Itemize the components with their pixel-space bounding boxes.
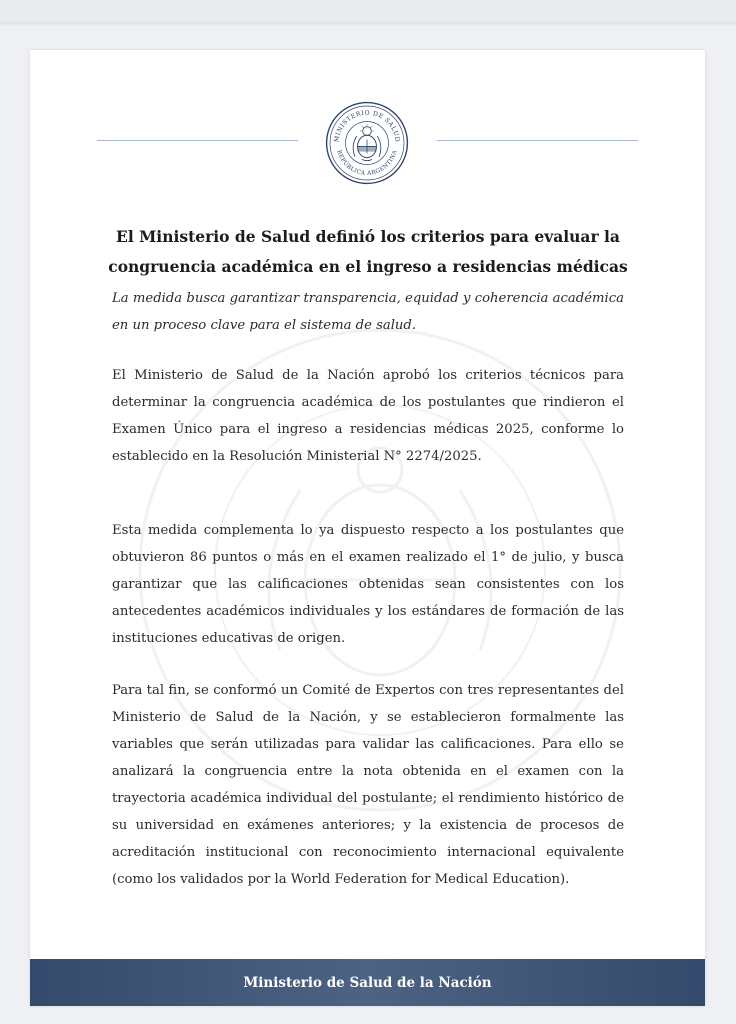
header-rule-right: [437, 140, 638, 141]
document-title: El Ministerio de Salud definió los criterios para evaluar la congruencia académica en el ingreso a residencias médicas: [108, 227, 628, 276]
body-paragraph-1: El Ministerio de Salud de la Nación aprobó los criterios técnicos para determinar la congruencia académica de los postulantes que rindieron el Examen Único para el ingreso a residencias médicas 2025, conforme lo establecido en la Resolución Ministerial N° 2274/2025.: [112, 368, 624, 464]
top-bar-shadow: [0, 0, 736, 22]
footer-bar: [30, 959, 705, 1006]
footer-label: Ministerio de Salud de la Nación: [243, 974, 492, 991]
document-page: [30, 50, 705, 1006]
seal-text-bottom: REPÚBLICA ARGENTINA: [335, 149, 399, 177]
document-subtitle: La medida busca garantizar transparencia, equidad y coherencia académica en un proceso clave para el sistema de salud.: [112, 291, 624, 333]
body-paragraph-2: Esta medida complementa lo ya dispuesto respecto a los postulantes que obtuvieron 86 puntos o más en el examen realizado el 1° de julio, y busca garantizar que las calificaciones obtenidas sean consistentes con los antecedentes académicos individuales y los estándares de formación de las instituciones educativas de origen.: [112, 523, 624, 646]
seal-text-top: MINISTERIO DE SALUD: [333, 109, 401, 143]
header-rule-left: [97, 140, 298, 141]
body-paragraph-3: Para tal fin, se conformó un Comité de Expertos con tres representantes del Ministerio de Salud de la Nación, y se establecieron formalmente las variables que serán utilizadas para validar las calificaciones. Para ello se analizará la congruencia entre la nota obtenida en el examen con la trayectoria académica individual del postulante; el rendimiento histórico de su universidad en exámenes anteriores; y la existencia de procesos de acreditación institucional con reconocimiento internacional equivalente (como los validados por la World Federation for Medical Education).: [112, 683, 624, 887]
ministry-seal-icon: [324, 100, 410, 186]
